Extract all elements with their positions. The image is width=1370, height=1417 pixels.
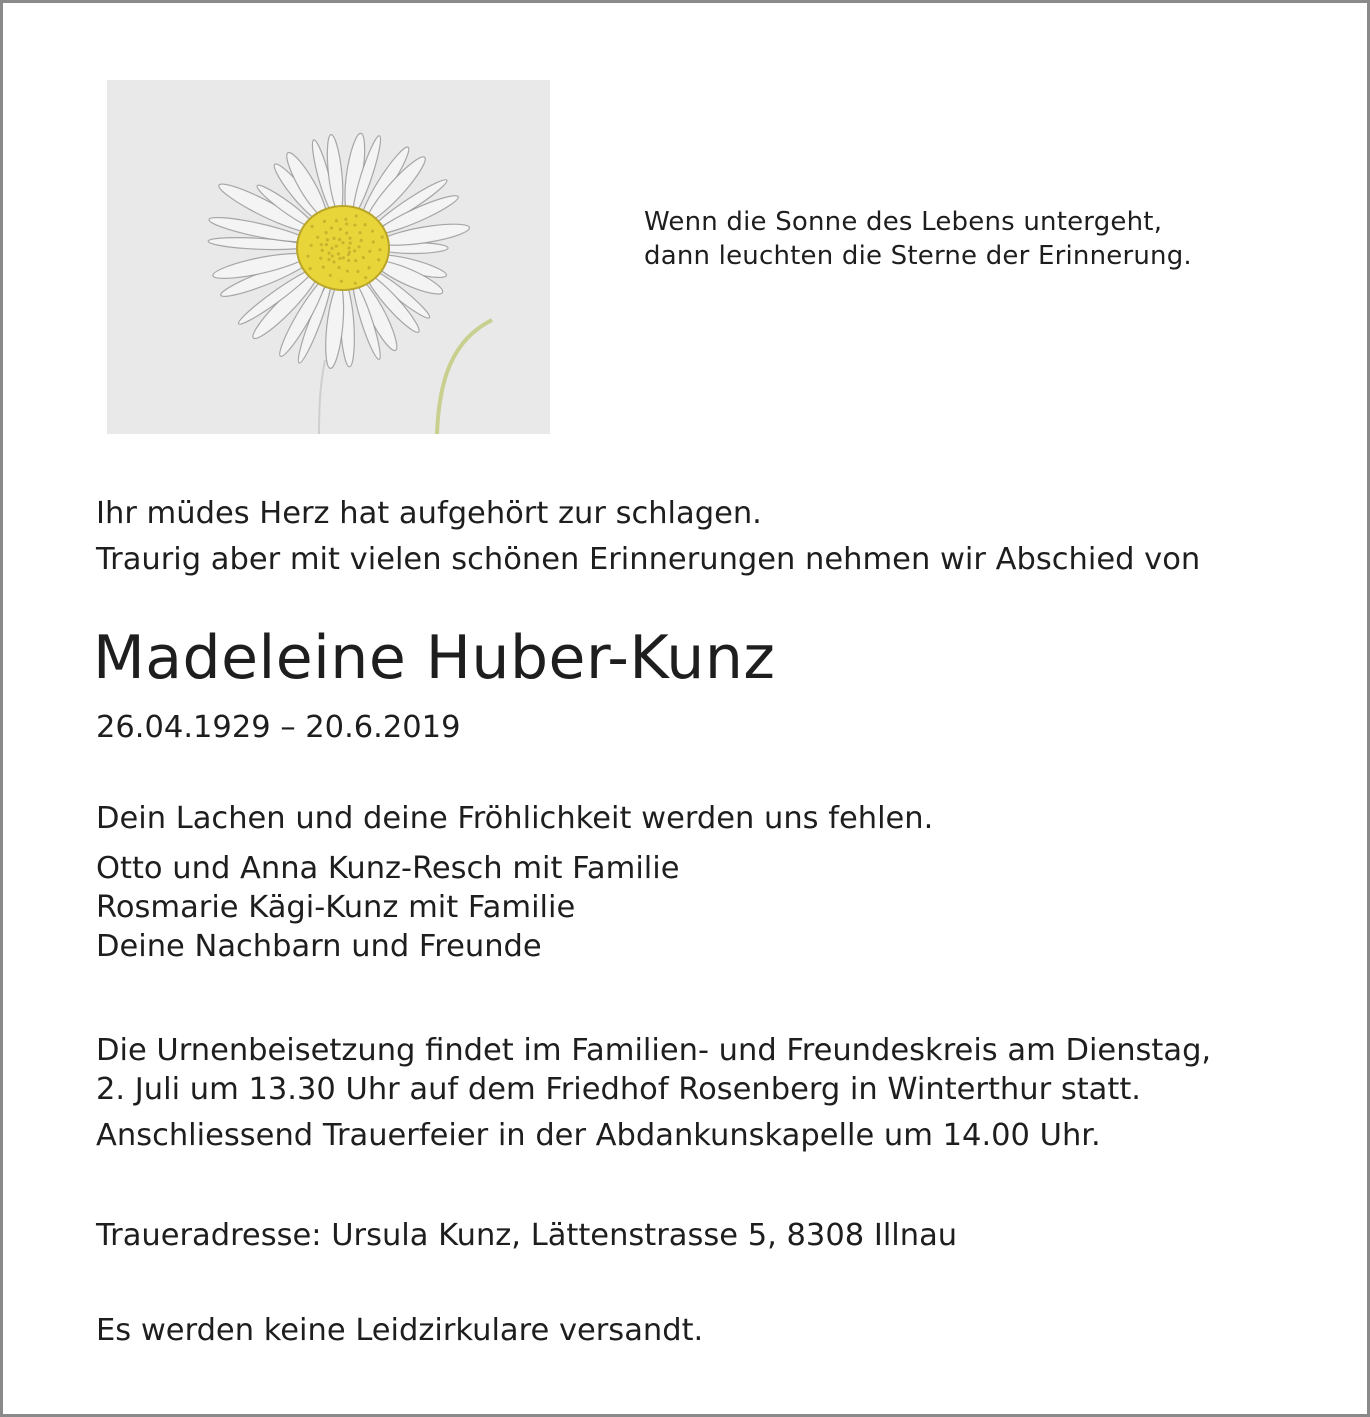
ceremony-line-3: Anschliessend Trauerfeier in der Abdankunskapelle um 14.00 Uhr.	[96, 1118, 1101, 1153]
flower-center-dot	[363, 223, 366, 226]
flower-center-dot	[349, 242, 352, 245]
flower-center-dot	[344, 218, 347, 221]
flower-center-dot	[348, 251, 351, 254]
flower-center-dot	[354, 259, 357, 262]
flower-center-dot	[364, 276, 367, 279]
flower-center-dot	[340, 280, 343, 283]
stem	[437, 320, 492, 434]
flower-center-dot	[309, 267, 312, 270]
flower-center-dot	[357, 245, 360, 248]
flower-center-dot	[326, 238, 329, 241]
flower-center-dot	[331, 254, 334, 257]
flower-center-dot	[332, 260, 335, 263]
flower-center-dot	[319, 257, 322, 260]
flower-center-dot	[368, 250, 371, 253]
flower-center-dot	[353, 249, 356, 252]
flower-center-dot	[356, 270, 359, 273]
flower-center-dot	[316, 236, 319, 239]
flower-center-dot	[327, 258, 330, 261]
quote-line-1: Wenn die Sonne des Lebens untergeht,	[644, 207, 1163, 237]
flower-center-dot	[381, 236, 384, 239]
ceremony-line-2: 2. Juli um 13.30 Uhr auf dem Friedhof Rosenberg in Winterthur statt.	[96, 1072, 1141, 1107]
flower-center-dot	[338, 238, 341, 241]
intro-line-2: Traurig aber mit vielen schönen Erinnerungen nehmen wir Abschied von	[96, 542, 1201, 577]
mourner-2: Rosmarie Kägi-Kunz mit Familie	[96, 890, 576, 925]
farewell-line: Dein Lachen und deine Fröhlichkeit werden uns fehlen.	[96, 801, 934, 836]
memorial-quote	[644, 205, 1192, 273]
flower-center-dot	[323, 220, 326, 223]
flower-center-dot	[335, 244, 338, 247]
flower-center-dot	[321, 249, 324, 252]
deceased-name: Madeleine Huber-Kunz	[93, 623, 776, 693]
flower-center-dot	[347, 259, 350, 262]
flower-center-dot	[345, 222, 348, 225]
flower-center-dot	[367, 266, 370, 269]
flower-center-dot	[341, 241, 344, 244]
flower-center-dot	[345, 231, 348, 234]
flower-center-dot	[353, 224, 356, 227]
flower-center-dot	[355, 214, 358, 217]
flower-center-dot	[330, 226, 333, 229]
flower-center-dot	[362, 256, 365, 259]
flower-center-dot	[354, 282, 357, 285]
flower-center-dot	[310, 244, 313, 247]
flower-center-dot	[325, 231, 328, 234]
flower-center-dot	[335, 219, 338, 222]
daisy-flower-image	[107, 80, 550, 434]
flower-center-dot	[378, 248, 381, 251]
flower-center-dot	[337, 266, 340, 269]
ceremony-line-1: Die Urnenbeisetzung findet im Familien- und Freundeskreis am Dienstag,	[96, 1033, 1212, 1068]
flower-center-dot	[360, 239, 363, 242]
life-dates: 26.04.1929 – 20.6.2019	[96, 710, 461, 745]
stem	[319, 360, 325, 434]
flower-center-dot	[338, 257, 341, 260]
flower-center-dot	[320, 243, 323, 246]
flower-center-dot	[339, 228, 342, 231]
flower-center-dot	[322, 266, 325, 269]
flower-center-dot	[348, 237, 351, 240]
flower-center	[297, 206, 389, 290]
flower-center-dot	[377, 258, 380, 261]
flower-center-dot	[346, 269, 349, 272]
mourner-1: Otto und Anna Kunz-Resch mit Familie	[96, 851, 680, 886]
flower-center-dot	[307, 255, 310, 258]
flower-center-dot	[329, 274, 332, 277]
mourning-address: Traueradresse: Ursula Kunz, Lättenstrasse 5, 8308 Illnau	[96, 1218, 958, 1253]
quote-line-2: dann leuchten die Sterne der Erinnerung.	[644, 241, 1192, 271]
flower-center-dot	[332, 237, 335, 240]
flower-center-dot	[371, 229, 374, 232]
no-circulars-notice: Es werden keine Leidzirkulare versandt.	[96, 1313, 704, 1348]
flower-center-dot	[347, 246, 350, 249]
mourner-3: Deine Nachbarn und Freunde	[96, 929, 542, 964]
flower-center-dot	[311, 225, 314, 228]
flower-center-dot	[337, 252, 340, 255]
flower-center-dot	[330, 247, 333, 250]
flower-center-dot	[372, 240, 375, 243]
flower-center-dot	[325, 243, 328, 246]
intro-line-1: Ihr müdes Herz hat aufgehört zur schlagen.	[96, 496, 762, 531]
flower-center-dot	[342, 256, 345, 259]
flower-center-dot	[328, 252, 331, 255]
flower-center-dot	[358, 231, 361, 234]
